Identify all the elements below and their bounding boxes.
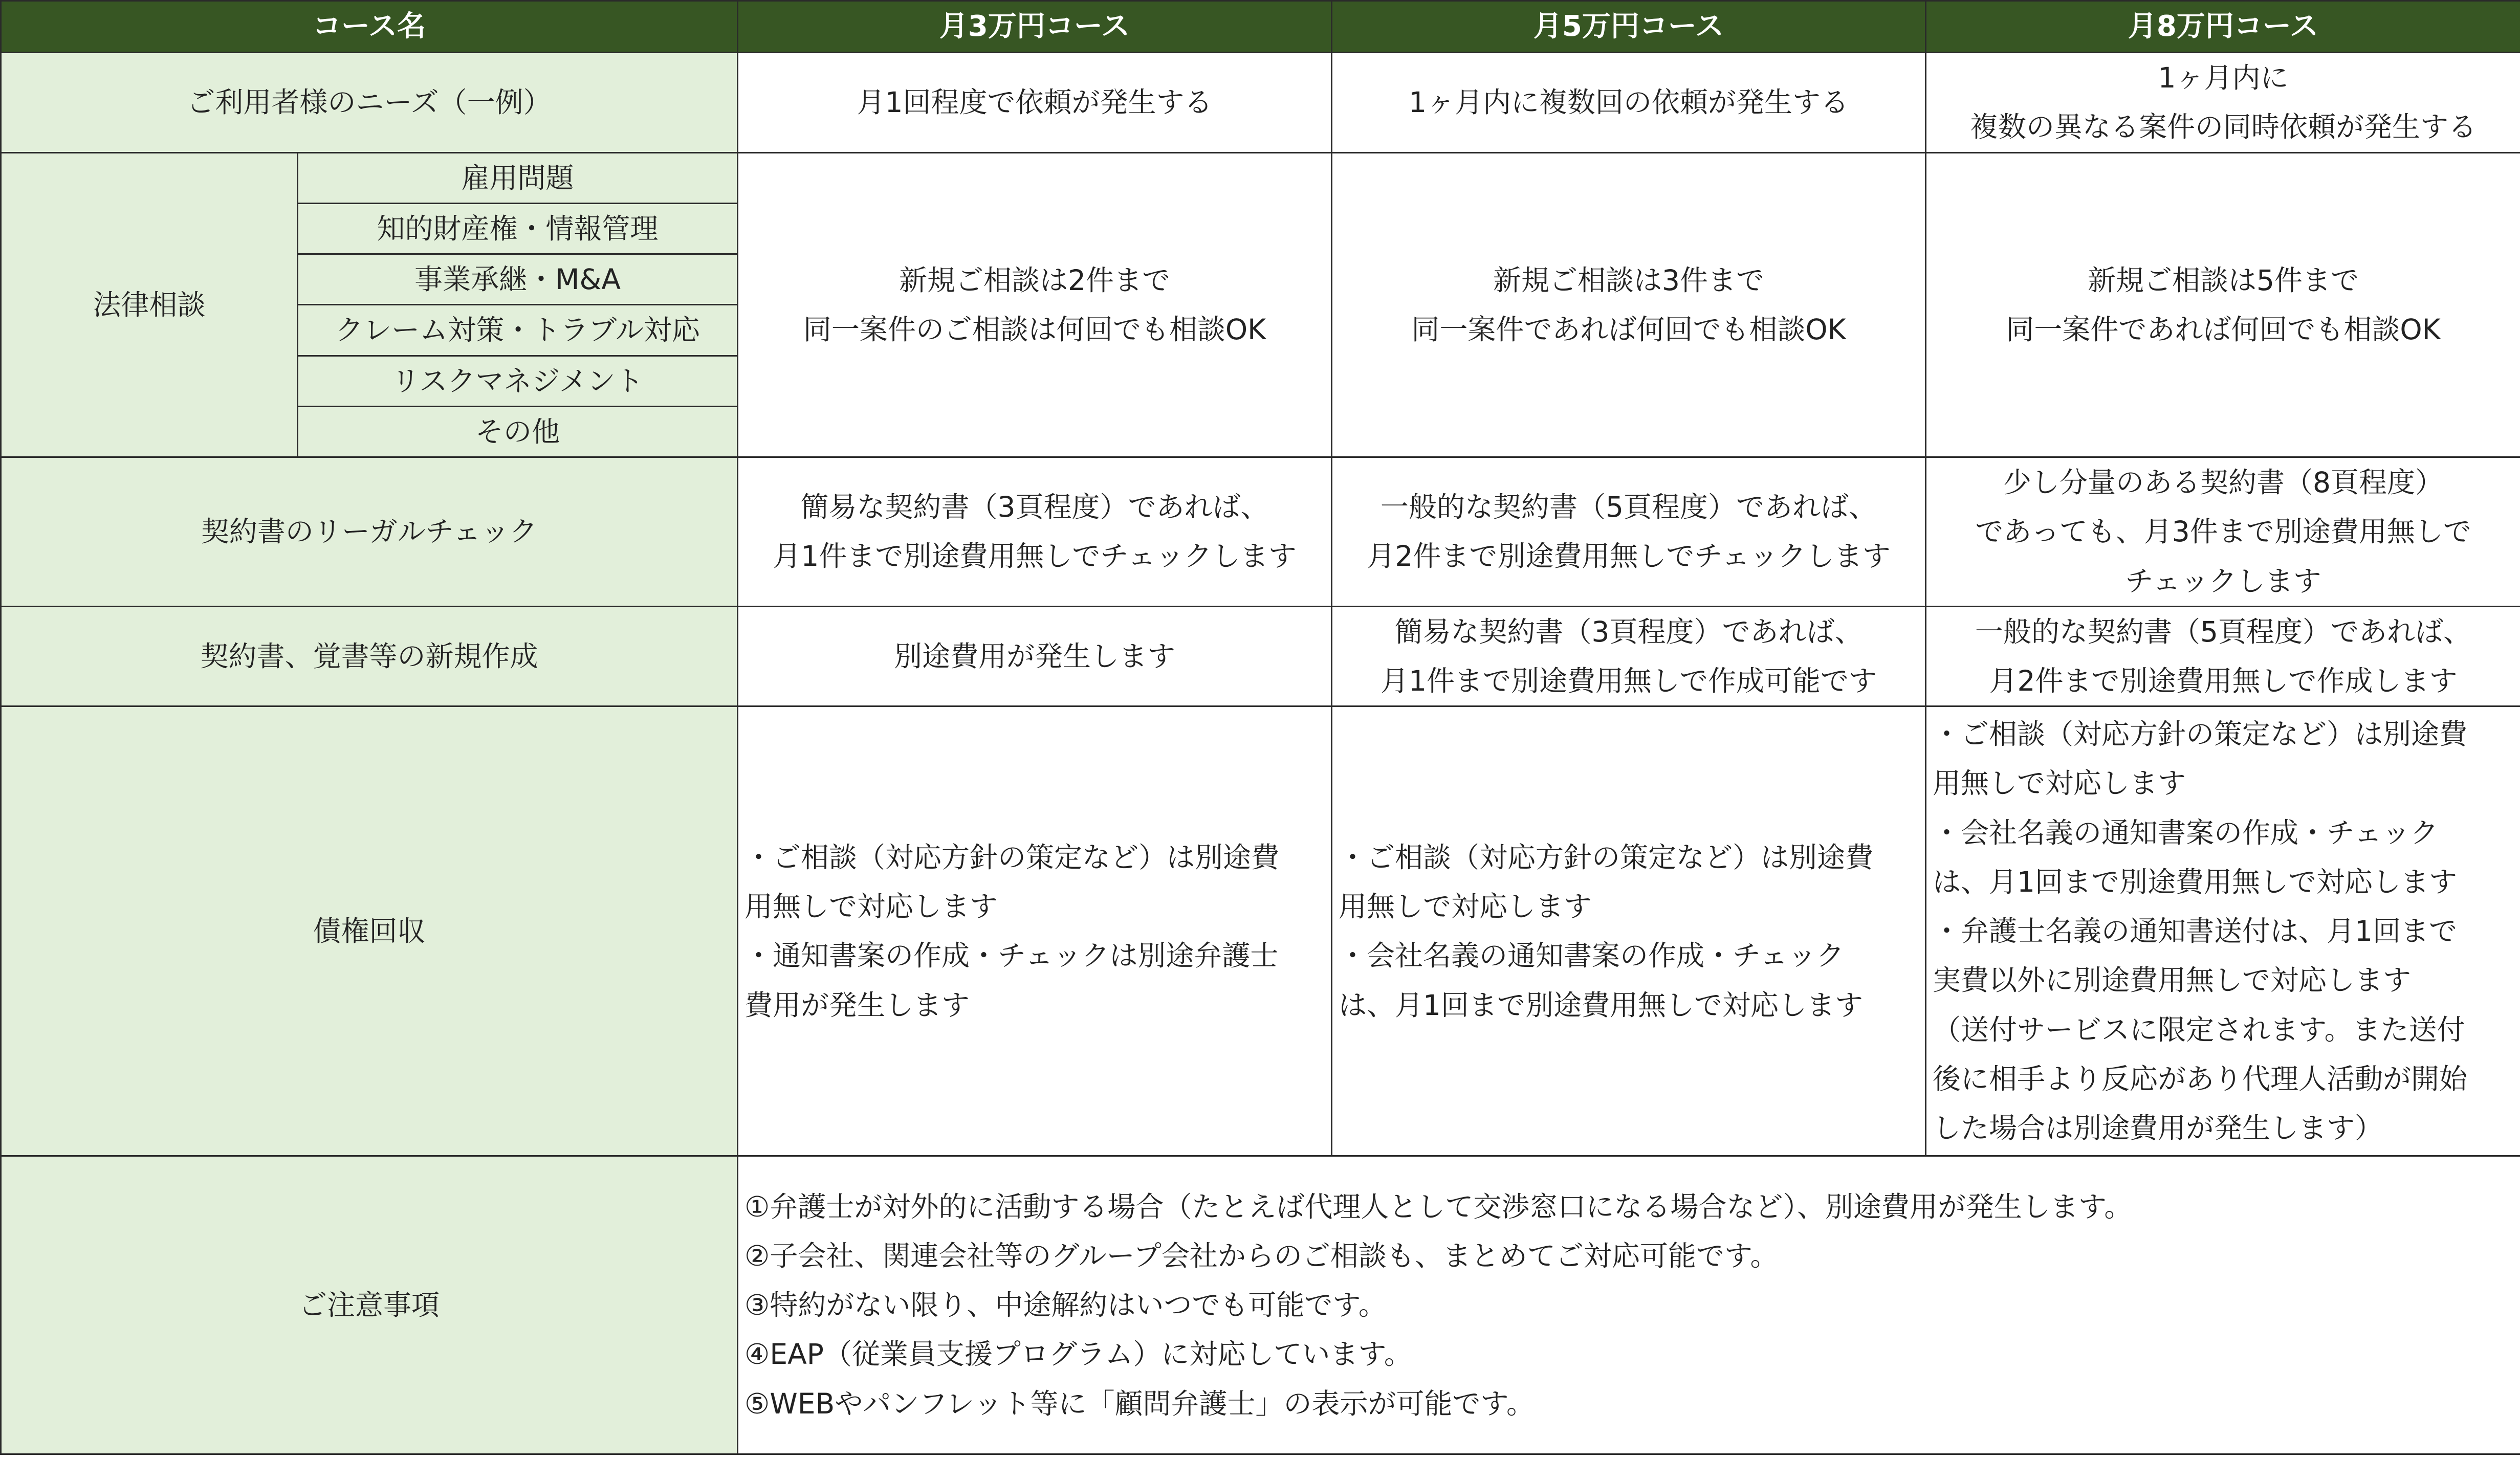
needs-plan-8-line: 1ヶ月内に xyxy=(2158,61,2289,94)
notes-item: ⑤WEBやパンフレット等に「顧問弁護士」の表示が可能です。 xyxy=(744,1387,1535,1420)
contract-create-label: 契約書、覚書等の新規作成 xyxy=(1,606,738,706)
notes-item: ③特約がない限り、中途解約はいつでも可能です。 xyxy=(744,1289,1387,1322)
contract-check-plan-5-line: 一般的な契約書（5頁程度）であれば、 xyxy=(1380,491,1877,524)
legal-plan-5-line: 同一案件であれば何回でも相談OK xyxy=(1411,313,1846,346)
legal-topic: 雇用問題 xyxy=(298,152,738,203)
debt-plan-5-line: ・ご相談（対応方針の策定など）は別途費 xyxy=(1339,841,1874,874)
contract-check-plan-8 xyxy=(1926,457,2520,607)
debt-plan-8-line: 後に相手より反応があり代理人活動が開始 xyxy=(1933,1062,2468,1095)
debt-plan-8 xyxy=(1926,706,2520,1156)
debt-plan-8-line: （送付サービスに限定されます。また送付 xyxy=(1933,1013,2465,1046)
debt-plan-8-line: した場合は別途費用が発生します） xyxy=(1933,1112,2383,1145)
contract-create-plan-3 xyxy=(738,606,1332,706)
notes-item: ②子会社、関連会社等のグループ会社からのご相談も、まとめてご対応可能です。 xyxy=(744,1239,1779,1272)
needs-plan-3 xyxy=(738,53,1332,153)
contract-create-row xyxy=(1,606,2520,706)
contract-check-plan-8-line: 少し分量のある契約書（8頁程度） xyxy=(2003,466,2444,499)
debt-plan-3 xyxy=(738,706,1332,1156)
needs-plan-3-line: 月1回程度で依頼が発生する xyxy=(857,86,1213,119)
debt-plan-5-line: ・会社名義の通知書案の作成・チェック xyxy=(1339,939,1845,972)
legal-plan-8-line: 新規ご相談は5件まで xyxy=(2088,263,2359,297)
contract-check-plan-5-line: 月2件まで別途費用無しでチェックします xyxy=(1367,540,1891,573)
legal-topic: 知的財産権・情報管理 xyxy=(298,203,738,254)
contract-create-plan-3-line: 別途費用が発生します xyxy=(894,639,1176,673)
contract-create-plan-8 xyxy=(1926,606,2520,706)
debt-plan-3-line: 用無しで対応します xyxy=(744,890,998,923)
legal-plan-5 xyxy=(1332,152,1926,457)
legal-topic: その他 xyxy=(298,406,738,457)
notes-content xyxy=(738,1156,2520,1454)
legal-plan-5-line: 新規ご相談は3件まで xyxy=(1493,263,1765,297)
contract-check-plan-3-line: 簡易な契約書（3頁程度）であれば、 xyxy=(800,491,1269,524)
legal-plan-8 xyxy=(1926,152,2520,457)
contract-check-row xyxy=(1,457,2520,607)
header-row xyxy=(1,1,2520,53)
debt-plan-8-line: は、月1回まで別途費用無しで対応します xyxy=(1933,865,2458,898)
legal-plan-8-line: 同一案件であれば何回でも相談OK xyxy=(2006,313,2441,346)
debt-plan-8-line: 実費以外に別途費用無しで対応します xyxy=(1933,964,2412,997)
legal-plan-3 xyxy=(738,152,1332,457)
debt-plan-8-line: ・会社名義の通知書案の作成・チェック xyxy=(1933,816,2439,849)
debt-plan-3-line: ・通知書案の作成・チェックは別途弁護士 xyxy=(744,939,1279,972)
debt-plan-8-line: ・弁護士名義の通知書送付は、月1回まで xyxy=(1933,915,2458,948)
debt-label: 債権回収 xyxy=(1,706,738,1156)
legal-topic: リスクマネジメント xyxy=(298,356,738,406)
contract-create-plan-8-line: 一般的な契約書（5頁程度）であれば、 xyxy=(1975,615,2472,648)
contract-check-plan-3-line: 月1件まで別途費用無しでチェックします xyxy=(773,540,1297,573)
debt-plan-5-line: 用無しで対応します xyxy=(1339,890,1592,923)
legal-topic: クレーム対策・トラブル対応 xyxy=(298,305,738,356)
contract-check-plan-8-line: チェックします xyxy=(2125,564,2321,598)
legal-row xyxy=(1,152,2520,203)
contract-check-plan-8-line: であっても、月3件まで別途費用無しで xyxy=(1975,515,2471,548)
contract-create-plan-8-line: 月2件まで別途費用無しで作成します xyxy=(1989,665,2458,697)
notes-label: ご注意事項 xyxy=(1,1156,738,1454)
debt-plan-3-line: ・ご相談（対応方針の策定など）は別途費 xyxy=(744,841,1280,874)
needs-plan-8-line: 複数の異なる案件の同時依頼が発生する xyxy=(1970,110,2477,144)
contract-check-plan-3 xyxy=(738,457,1332,607)
header-course-name: コース名 xyxy=(1,1,738,53)
debt-plan-8-line: 用無しで対応します xyxy=(1933,767,2186,800)
debt-plan-5-line: は、月1回まで別途費用無しで対応します xyxy=(1339,988,1864,1022)
contract-create-plan-5 xyxy=(1332,606,1926,706)
contract-create-plan-5-line: 月1件まで別途費用無しで作成可能です xyxy=(1380,665,1877,697)
needs-row xyxy=(1,53,2520,153)
notes-item: ①弁護士が対外的に活動する場合（たとえば代理人として交渉窓口になる場合など）、別途費用が発生します。 xyxy=(744,1190,2133,1223)
legal-plan-3-line: 新規ご相談は2件まで xyxy=(899,263,1171,297)
debt-row xyxy=(1,706,2520,1156)
contract-check-plan-5 xyxy=(1332,457,1926,607)
header-plan-3: 月3万円コース xyxy=(738,1,1332,53)
debt-plan-3-line: 費用が発生します xyxy=(744,988,970,1022)
needs-plan-5 xyxy=(1332,53,1926,153)
debt-plan-5 xyxy=(1332,706,1926,1156)
needs-plan-5-line: 1ヶ月内に複数回の依頼が発生する xyxy=(1409,86,1849,119)
notes-row xyxy=(1,1156,2520,1454)
notes-item: ④EAP（従業員支援プログラム）に対応しています。 xyxy=(744,1338,1412,1371)
header-plan-5: 月5万円コース xyxy=(1332,1,1926,53)
needs-plan-8 xyxy=(1926,53,2520,153)
contract-check-label: 契約書のリーガルチェック xyxy=(1,457,738,607)
needs-label: ご利用者様のニーズ（一例） xyxy=(1,53,738,153)
debt-plan-8-line: ・ご相談（対応方針の策定など）は別途費 xyxy=(1933,718,2468,751)
legal-label: 法律相談 xyxy=(1,152,298,457)
header-plan-8: 月8万円コース xyxy=(1926,1,2520,53)
legal-topic: 事業承継・M&A xyxy=(298,254,738,305)
legal-plan-3-line: 同一案件のご相談は何回でも相談OK xyxy=(803,313,1266,346)
contract-create-plan-5-line: 簡易な契約書（3頁程度）であれば、 xyxy=(1394,615,1863,648)
